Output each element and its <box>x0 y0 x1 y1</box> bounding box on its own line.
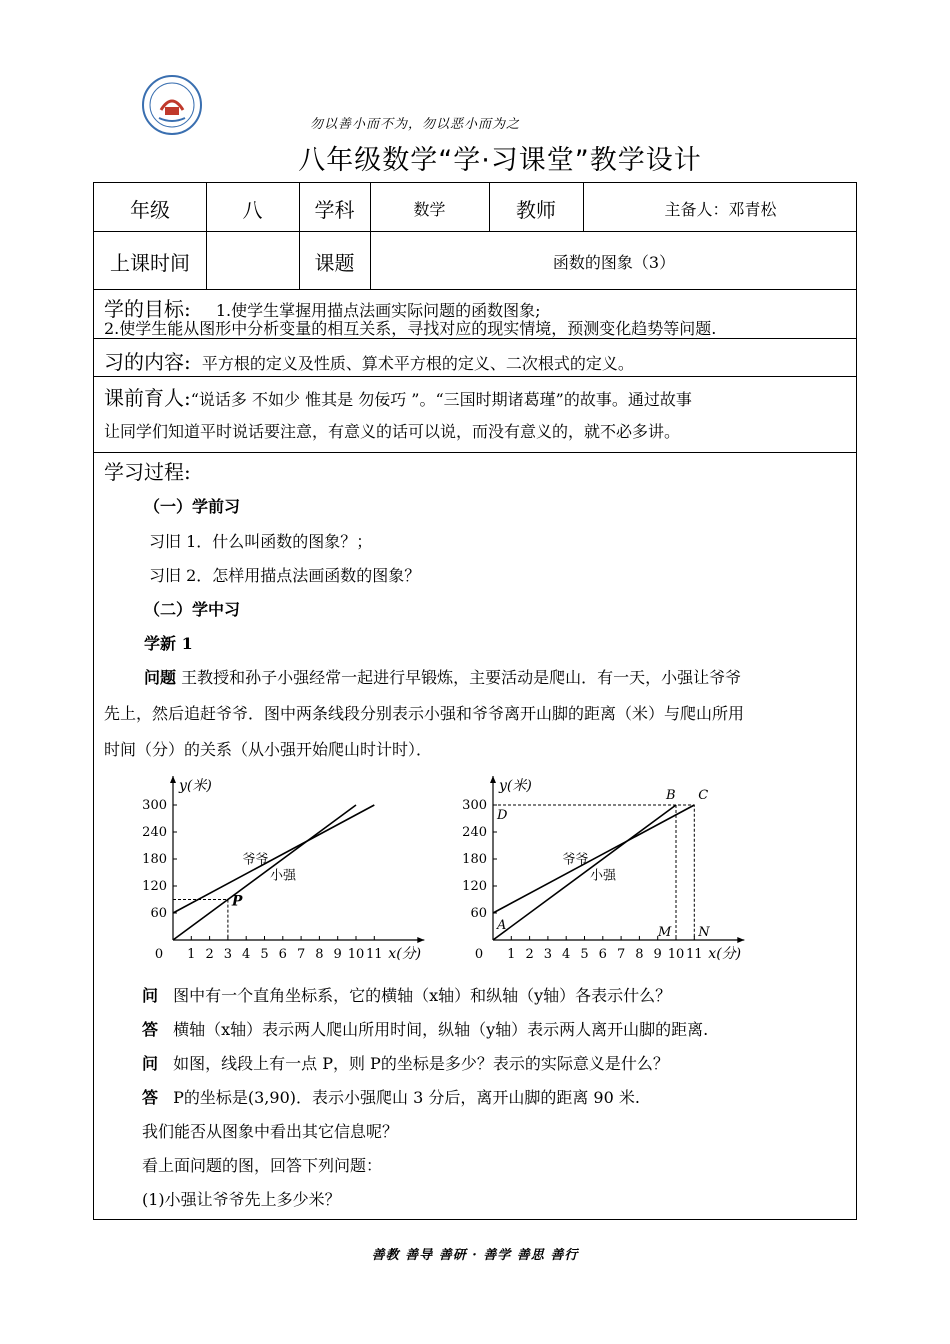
new-1: 学新 1 <box>144 634 193 653</box>
content-text: 平方根的定义及性质、算术平方根的定义、二次根式的定义。 <box>201 354 634 373</box>
point-label: C <box>698 788 709 803</box>
x-tick-label: 3 <box>223 947 233 962</box>
a1-text: 横轴（x轴）表示两人爬山所用时间，纵轴（y轴）表示两人离开山脚的距离. <box>173 1020 709 1039</box>
y-axis-label: y(米) <box>499 778 532 794</box>
y-tick-label: 180 <box>462 852 487 867</box>
x-tick-label: 1 <box>187 947 196 962</box>
question-1: (1)小强让爷爷先上多少米？ <box>142 1190 341 1209</box>
x-tick-label: 6 <box>278 947 287 962</box>
footer-slogan: 善教 善导 善研 · 善学 善思 善行 <box>371 1248 579 1263</box>
x-tick-label: 3 <box>543 947 553 962</box>
x-tick-label: 10 <box>347 947 365 962</box>
y-tick-label: 180 <box>142 852 167 867</box>
motto: 勿以善小而不为，勿以恶小而为之 <box>309 117 520 132</box>
series-label: 小强 <box>269 868 297 884</box>
q1-label: 问 <box>142 986 159 1005</box>
x-axis-arrow <box>737 937 744 943</box>
x-tick-label: 5 <box>260 947 269 962</box>
point-label: P <box>231 893 243 910</box>
teacher-value: 主备人：邓青松 <box>664 200 777 219</box>
series-line <box>173 805 374 913</box>
series-line <box>173 805 356 940</box>
moral-line2: 让同学们知道平时说话要注意，有意义的话可以说，而没有意义的，就不必多讲。 <box>104 422 681 441</box>
q2-text: 如图，线段上有一点 P，则 P的坐标是多少？表示的实际意义是什么？ <box>173 1054 669 1073</box>
q1-text: 图中有一个直角坐标系，它的横轴（x轴）和纵轴（y轴）各表示什么？ <box>173 986 672 1005</box>
x-axis-label: x(分) <box>388 946 422 962</box>
series-line <box>493 805 676 940</box>
section-instudy: （二）学中习 <box>144 600 241 619</box>
goals-line2: 2.使学生能从图形中分析变量的相互关系，寻找对应的现实情境，预测变化趋势等问题. <box>104 319 717 338</box>
q2-label: 问 <box>142 1054 159 1073</box>
x-axis-label: x(分) <box>708 946 742 962</box>
x-tick-label: 4 <box>242 947 251 962</box>
y-tick-label: 120 <box>142 879 167 894</box>
page-title: 八年级数学“学·习课堂”教学设计 <box>298 145 702 176</box>
y-tick-label: 300 <box>462 798 487 813</box>
moral-label: 课前育人: <box>104 386 191 410</box>
process-label: 学习过程: <box>104 460 191 484</box>
problem-line3: 时间（分）的关系（从小强开始爬山时计时）． <box>104 740 433 759</box>
x-tick-label: 7 <box>616 947 626 962</box>
series-label: 爷爷 <box>562 852 589 868</box>
x-tick-label: 5 <box>580 947 589 962</box>
review-2: 习旧 2．怎样用描点法画函数的图象？ <box>149 566 421 585</box>
content-label: 习的内容: <box>104 350 191 374</box>
x-tick-label: 6 <box>598 947 607 962</box>
x-axis-arrow <box>417 937 424 943</box>
y-tick-label: 240 <box>462 825 487 840</box>
goals-line1: 1.使学生掌握用描点法画实际问题的函数图象; <box>215 301 541 320</box>
series-label: 小强 <box>589 868 617 884</box>
point-label: A <box>497 918 507 933</box>
topic-label: 课题 <box>314 251 355 275</box>
subject-value: 数学 <box>413 200 446 219</box>
chart-left <box>130 768 460 968</box>
y-tick-label: 240 <box>142 825 167 840</box>
a1-label: 答 <box>142 1020 159 1039</box>
point-label: N <box>698 925 710 940</box>
look-instruction: 看上面问题的图，回答下列问题： <box>142 1156 383 1175</box>
y-tick-label: 60 <box>150 906 167 921</box>
grade-label: 年级 <box>130 198 170 222</box>
x-tick-label: 8 <box>315 947 324 962</box>
goals-label: 学的目标: <box>104 297 191 321</box>
x-tick-label: 1 <box>507 947 516 962</box>
problem-line2: 先上，然后追赶爷爷．图中两条线段分别表示小强和爷爷离开山脚的距离（米）与爬山所用 <box>104 704 745 723</box>
series-line <box>493 805 694 913</box>
more-info: 我们能否从图象中看出其它信息呢？ <box>142 1122 399 1141</box>
x-tick-label: 2 <box>525 947 534 962</box>
x-tick-label: 11 <box>686 947 703 962</box>
chart-right <box>450 768 780 968</box>
moral-line1: “说话多 不如少 惟其是 勿佞巧 ”。“三国时期诸葛瑾”的故事。通过故事 <box>190 390 692 409</box>
y-tick-label: 300 <box>142 798 167 813</box>
point-label: D <box>497 808 508 823</box>
y-axis-arrow <box>490 776 496 783</box>
y-axis-arrow <box>170 776 176 783</box>
problem-label: 问题 <box>144 668 177 687</box>
grade-value: 八 <box>242 198 263 222</box>
lesson-table <box>93 182 857 1220</box>
section-prestudy: （一）学前习 <box>144 497 241 516</box>
x-tick-label: 7 <box>296 947 306 962</box>
review-1: 习旧 1．什么叫函数的图象？； <box>149 532 373 551</box>
x-tick-label: 9 <box>333 947 342 962</box>
y-axis-label: y(米) <box>179 778 212 794</box>
x-tick-label: 8 <box>635 947 644 962</box>
point-label: B <box>666 788 676 803</box>
topic-value: 函数的图象（3） <box>552 253 676 272</box>
x-tick-label: 4 <box>562 947 571 962</box>
x-tick-label: 10 <box>667 947 685 962</box>
x-tick-label: 11 <box>366 947 383 962</box>
x-tick-label: 0 <box>474 947 484 962</box>
point-label: M <box>658 925 672 940</box>
a2-label: 答 <box>142 1088 159 1107</box>
y-tick-label: 60 <box>470 906 487 921</box>
x-tick-label: 2 <box>205 947 214 962</box>
subject-label: 学科 <box>314 198 355 222</box>
time-label: 上课时间 <box>110 251 190 275</box>
series-label: 爷爷 <box>242 852 269 868</box>
problem-line1: 王教授和孙子小强经常一起进行早锻炼，主要活动是爬山．有一天，小强让爷爷 <box>181 668 742 687</box>
y-tick-label: 120 <box>462 879 487 894</box>
teacher-label: 教师 <box>516 198 556 222</box>
x-tick-label: 9 <box>653 947 662 962</box>
x-tick-label: 0 <box>154 947 164 962</box>
a2-text: P的坐标是(3,90)．表示小强爬山 3 分后，离开山脚的距离 90 米. <box>173 1088 640 1107</box>
